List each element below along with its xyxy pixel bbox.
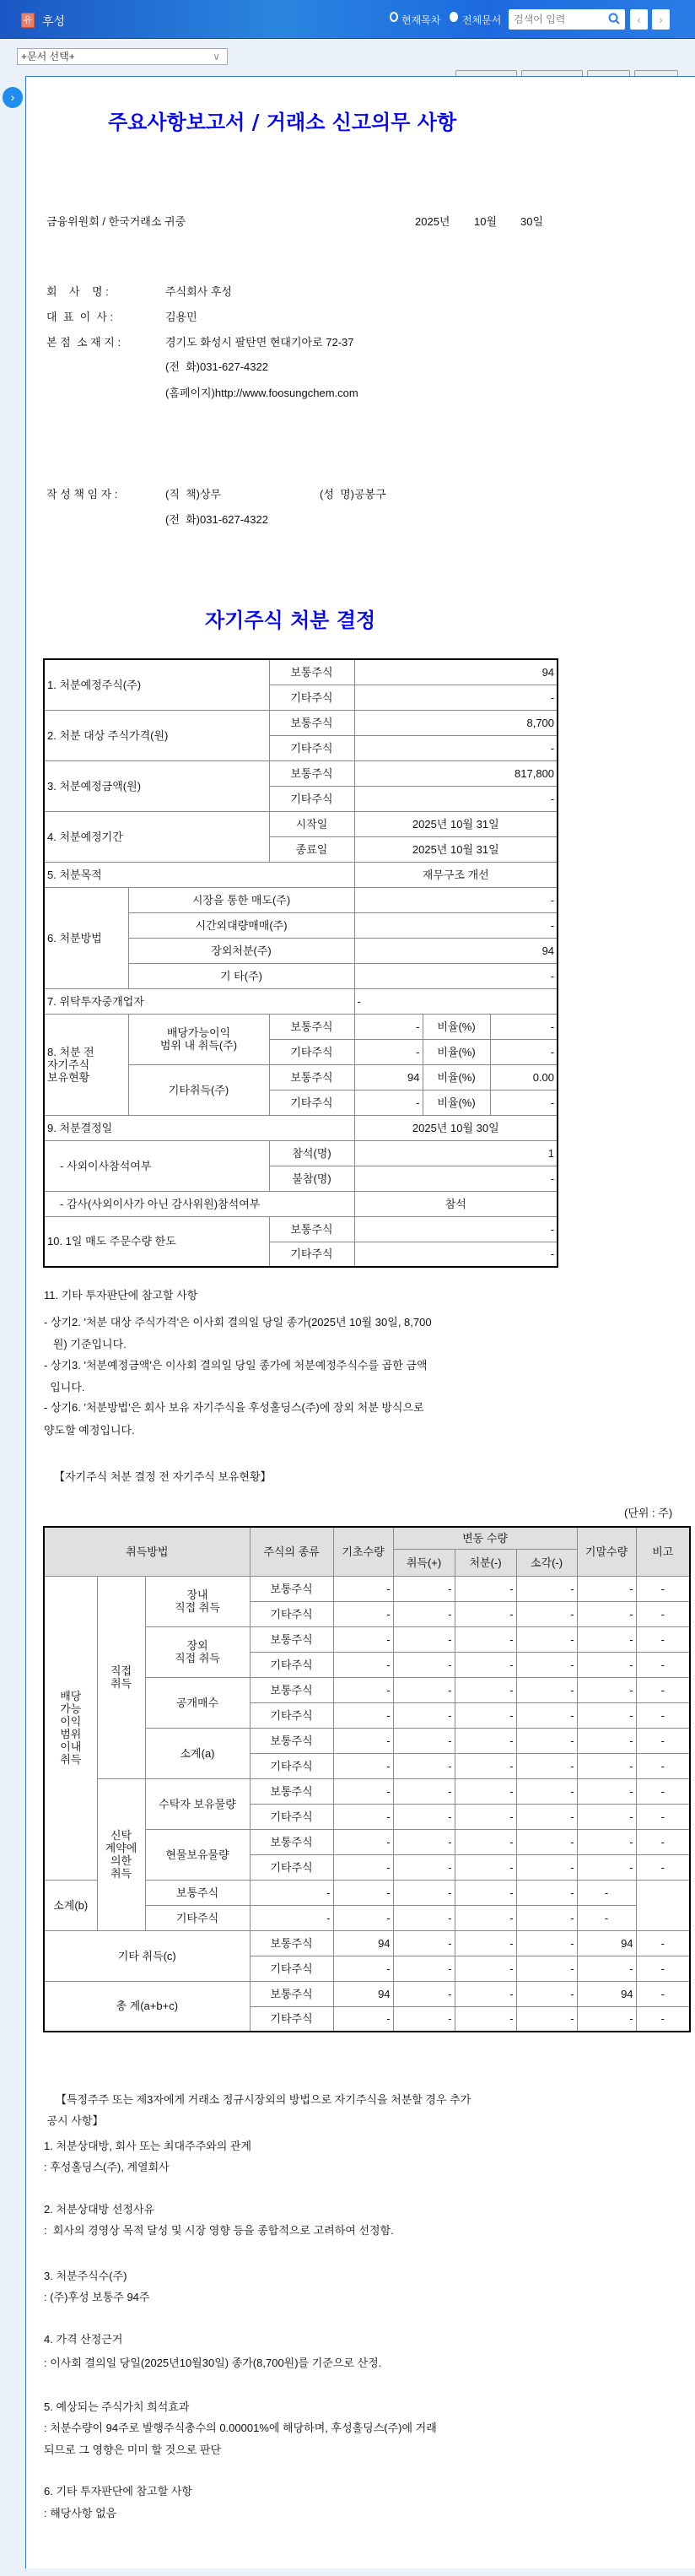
date-day: 30일 bbox=[520, 215, 544, 228]
item-body: : 해당사항 없음 bbox=[44, 2507, 117, 2519]
dispose-qty: - bbox=[455, 1829, 516, 1854]
disclosure-heading-cont: 공시 사항】 bbox=[44, 2114, 104, 2127]
toc-toggle-button[interactable]: › bbox=[3, 87, 23, 108]
value: 94 bbox=[354, 659, 558, 685]
qty: - bbox=[354, 1039, 423, 1064]
note: - bbox=[636, 2006, 690, 2032]
retire-qty: - bbox=[455, 1905, 516, 1930]
retire-qty: - bbox=[516, 1753, 577, 1778]
acquire-qty: - bbox=[393, 1854, 455, 1880]
acquire-qty: - bbox=[393, 1981, 455, 2006]
table-row bbox=[44, 887, 558, 912]
value: 94 bbox=[354, 938, 558, 963]
kind-label: 보통주식 bbox=[250, 1576, 333, 1601]
value: - bbox=[354, 1166, 558, 1191]
method-label: 시장을 통한 매도(주) bbox=[128, 887, 354, 912]
document-select-value: +문서 선택+ bbox=[21, 51, 75, 62]
acquire-qty: - bbox=[393, 1804, 455, 1829]
kind-label: 기타주식 bbox=[269, 1090, 354, 1115]
method-label: 시간외대량매매(주) bbox=[128, 912, 354, 938]
ceo-value: 김용민 bbox=[165, 311, 197, 323]
kind-label: 보통주식 bbox=[145, 1880, 250, 1905]
begin-qty: - bbox=[333, 1956, 393, 1981]
end-qty: - bbox=[577, 1576, 636, 1601]
note: - bbox=[636, 1829, 690, 1854]
end-qty: - bbox=[577, 1854, 636, 1880]
kind-label: 보통주식 bbox=[269, 1014, 354, 1039]
kind-label: 보통주식 bbox=[250, 1930, 333, 1956]
method-label-m4: 소계(a) bbox=[145, 1728, 250, 1778]
kind-label: 기타주식 bbox=[250, 2006, 333, 2032]
end-qty: - bbox=[516, 1880, 577, 1905]
note: - bbox=[636, 1601, 690, 1626]
kind-label: 보통주식 bbox=[250, 1778, 333, 1804]
table-row bbox=[44, 760, 558, 786]
begin-qty: 94 bbox=[333, 1930, 393, 1956]
header-kind: 주식의 종류 bbox=[250, 1527, 333, 1576]
retire-qty: - bbox=[516, 1702, 577, 1728]
method-label: 기 타(주) bbox=[128, 963, 354, 988]
table-row bbox=[44, 1778, 690, 1804]
header-retire: 소각(-) bbox=[516, 1549, 577, 1576]
dispose-qty: - bbox=[455, 1677, 516, 1702]
row-label: 4. 처분예정기간 bbox=[44, 811, 269, 862]
acquire-qty: - bbox=[393, 1652, 455, 1677]
row-label: 5. 처분목적 bbox=[44, 862, 354, 887]
end-qty: - bbox=[577, 1804, 636, 1829]
notes-line: 양도할 예정입니다. bbox=[44, 1424, 135, 1437]
attend-label: 참석(명) bbox=[269, 1140, 354, 1166]
retire-qty: - bbox=[455, 1880, 516, 1905]
acquire-qty: - bbox=[393, 1576, 455, 1601]
begin-qty: - bbox=[333, 1652, 393, 1677]
end-qty: - bbox=[577, 1728, 636, 1753]
ratio: 0.00 bbox=[490, 1064, 558, 1090]
cover-title: 주요사항보고서 / 거래소 신고의무 사항 bbox=[108, 110, 457, 134]
table-row bbox=[44, 1981, 690, 2006]
ratio: - bbox=[490, 1014, 558, 1039]
table-row bbox=[44, 1014, 558, 1039]
search-box bbox=[509, 9, 625, 30]
kind-label: 기타주식 bbox=[250, 1601, 333, 1626]
retire-qty: - bbox=[516, 1804, 577, 1829]
kind-label: 기타주식 bbox=[269, 1242, 354, 1267]
acquire-qty: - bbox=[393, 1956, 455, 1981]
dispose-qty: - bbox=[455, 1728, 516, 1753]
homepage-value[interactable]: (홈페이지)http://www.foosungchem.com bbox=[165, 387, 358, 399]
item-title: 3. 처분주식수(주) bbox=[44, 2270, 127, 2282]
note: - bbox=[636, 1804, 690, 1829]
sub-label: 배당가능이익 범위 내 취득(주) bbox=[128, 1014, 269, 1064]
address-label: 본 점 소 재 지 : bbox=[46, 336, 121, 349]
row-label: 6. 처분방법 bbox=[44, 887, 128, 988]
header-dispose: 처분(-) bbox=[455, 1549, 516, 1576]
dispose-qty: - bbox=[455, 1981, 516, 2006]
dispose-qty: - bbox=[455, 1626, 516, 1652]
scope-all-radio[interactable] bbox=[450, 12, 458, 22]
retire-qty: - bbox=[516, 1981, 577, 2006]
kind-label: 기타주식 bbox=[250, 1854, 333, 1880]
kind-label: 보통주식 bbox=[250, 1829, 333, 1854]
kind-label: 보통주식 bbox=[269, 710, 354, 735]
item-title: 1. 처분상대방, 회사 또는 최대주주와의 관계 bbox=[44, 2140, 251, 2152]
date-year: 2025년 bbox=[415, 215, 450, 228]
end-qty: - bbox=[577, 1829, 636, 1854]
value: - bbox=[354, 963, 558, 988]
begin-qty: - bbox=[333, 1854, 393, 1880]
method-label-m3: 공개매수 bbox=[145, 1677, 250, 1728]
begin-qty: - bbox=[333, 1576, 393, 1601]
company-logo-icon: 유 bbox=[21, 13, 35, 28]
scope-current-radio[interactable] bbox=[390, 12, 398, 22]
begin-qty: - bbox=[333, 1601, 393, 1626]
retire-qty: - bbox=[516, 1601, 577, 1626]
ratio-label: 비율(%) bbox=[423, 1064, 490, 1090]
method-label-g1a: 직접 취득 bbox=[97, 1576, 145, 1778]
report-title: 자기주식 처분 결정 bbox=[205, 608, 376, 632]
value: 1 bbox=[354, 1140, 558, 1166]
author-name: (성 명)공봉구 bbox=[320, 488, 386, 501]
acquire-qty: - bbox=[333, 1880, 393, 1905]
item-body: 되므로 그 영향은 미미 할 것으로 판단 bbox=[44, 2443, 222, 2456]
value: - bbox=[354, 1216, 558, 1242]
item-title: 2. 처분상대방 선정사유 bbox=[44, 2203, 155, 2216]
disclosure-heading: 【특정주주 또는 제3자에게 거래소 정규시장외의 방법으로 자기주식을 처분할 경우 추가 bbox=[56, 2093, 471, 2106]
notes-line: 입니다. bbox=[44, 1381, 85, 1394]
note: - bbox=[636, 1702, 690, 1728]
acquire-qty: - bbox=[393, 1702, 455, 1728]
dispose-qty: - bbox=[455, 1702, 516, 1728]
header-begin: 기초수량 bbox=[333, 1527, 393, 1576]
retire-qty: - bbox=[516, 1677, 577, 1702]
note: - bbox=[636, 1626, 690, 1652]
acquire-qty: - bbox=[393, 1930, 455, 1956]
method-label-m1: 장내 직접 취득 bbox=[145, 1576, 250, 1626]
begin-qty: - bbox=[333, 1804, 393, 1829]
begin-qty: - bbox=[333, 1702, 393, 1728]
row-label: - 감사(사외이사가 아닌 감사위원)참석여부 bbox=[44, 1191, 354, 1216]
acquire-qty: - bbox=[393, 1753, 455, 1778]
table-row bbox=[44, 1140, 558, 1166]
note: - bbox=[636, 1753, 690, 1778]
begin-qty: - bbox=[333, 2006, 393, 2032]
search-input[interactable] bbox=[514, 12, 605, 27]
dispose-qty: - bbox=[455, 1576, 516, 1601]
retire-qty: - bbox=[516, 1778, 577, 1804]
company-value: 주식회사 후성 bbox=[165, 285, 232, 298]
value: - bbox=[354, 887, 558, 912]
kind-label: 기타주식 bbox=[269, 1039, 354, 1064]
retire-qty: - bbox=[516, 1728, 577, 1753]
header-acquire: 취득(+) bbox=[393, 1549, 455, 1576]
dispose-qty: - bbox=[393, 1905, 455, 1930]
author-phone: (전 화)031-627-4322 bbox=[165, 513, 268, 526]
end-qty: - bbox=[577, 1677, 636, 1702]
method-label: 장외처분(주) bbox=[128, 938, 354, 963]
scope-all-label[interactable]: 전체문서 bbox=[462, 14, 502, 26]
end-qty: - bbox=[577, 1601, 636, 1626]
holding-heading: 【자기주식 처분 결정 전 자기주식 보유현황】 bbox=[54, 1470, 272, 1483]
note: - bbox=[636, 1576, 690, 1601]
retire-qty: - bbox=[516, 1854, 577, 1880]
value: 2025년 10월 30일 bbox=[354, 1115, 558, 1140]
note: - bbox=[636, 1930, 690, 1956]
row-label: 9. 처분결정일 bbox=[44, 1115, 354, 1140]
end-qty: - bbox=[577, 1753, 636, 1778]
acquire-qty: - bbox=[393, 1626, 455, 1652]
row-label: 1. 처분예정주식(주) bbox=[44, 659, 269, 710]
kind-label: 보통주식 bbox=[269, 659, 354, 685]
note: - bbox=[636, 1956, 690, 1981]
retire-qty: - bbox=[516, 2006, 577, 2032]
method-label-m9: 총 계(a+b+c) bbox=[44, 1981, 250, 2032]
retire-qty: - bbox=[516, 1956, 577, 1981]
note: - bbox=[577, 1905, 636, 1930]
item-body: : (주)후성 보통주 94주 bbox=[44, 2291, 150, 2303]
begin-qty: - bbox=[333, 1778, 393, 1804]
kind-label: 기타주식 bbox=[269, 735, 354, 760]
ratio-label: 비율(%) bbox=[423, 1039, 490, 1064]
method-label-m2: 장외 직접 취득 bbox=[145, 1626, 250, 1677]
table-row bbox=[44, 1115, 558, 1140]
method-label-m7: 소계(b) bbox=[44, 1880, 97, 1930]
table-row bbox=[44, 1216, 558, 1242]
note: - bbox=[636, 1981, 690, 2006]
begin-qty: - bbox=[333, 1677, 393, 1702]
start-label: 시작일 bbox=[269, 811, 354, 836]
table-row bbox=[44, 710, 558, 735]
address-value: 경기도 화성시 팔탄면 현대기아로 72-37 bbox=[165, 336, 354, 349]
acquire-qty: - bbox=[333, 1905, 393, 1930]
kind-label: 보통주식 bbox=[269, 1064, 354, 1090]
value: - bbox=[354, 988, 558, 1014]
retire-qty: - bbox=[516, 1829, 577, 1854]
row-label: 3. 처분예정금액(원) bbox=[44, 760, 269, 811]
qty: 94 bbox=[354, 1064, 423, 1090]
kind-label: 보통주식 bbox=[250, 1626, 333, 1652]
notes-heading: 11. 기타 투자판단에 참고할 사항 bbox=[44, 1289, 198, 1302]
scope-current-label[interactable]: 현재목차 bbox=[401, 14, 441, 26]
absent-label: 불참(명) bbox=[269, 1166, 354, 1191]
item-title: 4. 가격 산정근거 bbox=[44, 2333, 123, 2346]
dispose-qty: - bbox=[455, 1601, 516, 1626]
ratio-label: 비율(%) bbox=[423, 1014, 490, 1039]
next-result-button[interactable]: › bbox=[652, 9, 670, 30]
kind-label: 기타주식 bbox=[250, 1804, 333, 1829]
treasury-stock-holdings-table bbox=[43, 1526, 691, 2032]
item-body: : 회사의 경영상 목적 달성 및 시장 영향 등을 종합적으로 고려하여 선정함. bbox=[44, 2224, 394, 2237]
kind-label: 기타주식 bbox=[269, 685, 354, 710]
dispose-qty: - bbox=[455, 1956, 516, 1981]
table-row bbox=[44, 811, 558, 836]
kind-label: 보통주식 bbox=[250, 1677, 333, 1702]
ceo-label: 대 표 이 사 : bbox=[46, 311, 114, 323]
phone-value: (전 화)031-627-4322 bbox=[165, 360, 268, 373]
method-label-m8: 기타 취득(c) bbox=[44, 1930, 250, 1981]
begin-qty: - bbox=[333, 1728, 393, 1753]
qty: - bbox=[354, 1090, 423, 1115]
unit-label: (단위 : 주) bbox=[624, 1507, 673, 1519]
qty: - bbox=[354, 1014, 423, 1039]
table-row bbox=[44, 988, 558, 1014]
kind-label: 기타주식 bbox=[250, 1956, 333, 1981]
table-row bbox=[44, 659, 558, 685]
value: - bbox=[354, 735, 558, 760]
dispose-qty: - bbox=[455, 1753, 516, 1778]
notes-line: - 상기6. '처분방법'은 회사 보유 자기주식을 후성홀딩스(주)에 장외 처분 방식으로 bbox=[44, 1401, 424, 1414]
table-row bbox=[44, 1191, 558, 1216]
retire-qty: - bbox=[516, 1626, 577, 1652]
kind-label: 보통주식 bbox=[250, 1981, 333, 2006]
row-label: 7. 위탁투자중개업자 bbox=[44, 988, 354, 1014]
note: - bbox=[577, 1880, 636, 1905]
kind-label: 기타주식 bbox=[145, 1905, 250, 1930]
begin-qty: - bbox=[333, 1829, 393, 1854]
value: 817,800 bbox=[354, 760, 558, 786]
method-label-m6: 현물보유물량 bbox=[145, 1829, 250, 1880]
date-month: 10월 bbox=[474, 215, 498, 228]
begin-qty: - bbox=[333, 1626, 393, 1652]
end-qty: - bbox=[516, 1905, 577, 1930]
sub-label: 기타취득(주) bbox=[128, 1064, 269, 1115]
method-label-g1: 배당 가능 이익 범위 이내 취득 bbox=[44, 1576, 97, 1880]
kind-label: 기타주식 bbox=[269, 786, 354, 811]
end-date: 2025년 10월 31일 bbox=[354, 836, 558, 862]
acquire-qty: - bbox=[393, 1601, 455, 1626]
retire-qty: - bbox=[516, 1576, 577, 1601]
document-select[interactable] bbox=[17, 48, 228, 65]
dispose-qty: - bbox=[455, 1930, 516, 1956]
table-row bbox=[44, 862, 558, 887]
company-label: 회 사 명 : bbox=[46, 285, 109, 298]
dispose-qty: - bbox=[393, 1880, 455, 1905]
header-note: 비고 bbox=[636, 1527, 690, 1576]
value: 재무구조 개선 bbox=[354, 862, 558, 887]
acquire-qty: - bbox=[393, 2006, 455, 2032]
end-qty: - bbox=[577, 1778, 636, 1804]
kind-label: 보통주식 bbox=[269, 760, 354, 786]
value: 참석 bbox=[354, 1191, 558, 1216]
kind-label: 기타주식 bbox=[250, 1753, 333, 1778]
begin-qty: - bbox=[250, 1905, 333, 1930]
acquire-qty: - bbox=[393, 1728, 455, 1753]
table-row bbox=[44, 1930, 690, 1956]
note: - bbox=[636, 1778, 690, 1804]
value: - bbox=[354, 786, 558, 811]
kind-label: 보통주식 bbox=[250, 1728, 333, 1753]
kind-label: 기타주식 bbox=[250, 1702, 333, 1728]
disposal-decision-table bbox=[43, 658, 558, 1268]
end-label: 종료일 bbox=[269, 836, 354, 862]
dispose-qty: - bbox=[455, 1652, 516, 1677]
note: - bbox=[636, 1854, 690, 1880]
row-label: 8. 처분 전 자기주식 보유현황 bbox=[44, 1014, 128, 1115]
item-title: 6. 기타 투자판단에 참고할 사항 bbox=[44, 2485, 192, 2498]
notes-line: - 상기3. '처분예정금액'은 이사회 결의일 당일 종가에 처분예정주식수를 곱한 금액 bbox=[44, 1359, 428, 1372]
end-qty: - bbox=[577, 1652, 636, 1677]
kind-label: 보통주식 bbox=[269, 1216, 354, 1242]
row-label: 2. 처분 대상 주식가격(원) bbox=[44, 710, 269, 760]
table-row bbox=[44, 1576, 690, 1601]
notes-line: - 상기2. '처분 대상 주식가격'은 이사회 결의일 당일 종가(2025년 10월 30일, 8,700 bbox=[44, 1316, 432, 1329]
item-body: : 이사회 결의일 당일(2025년10월30일) 종가(8,700원)를 기준으로 산정. bbox=[44, 2357, 382, 2369]
dispose-qty: - bbox=[455, 1854, 516, 1880]
dispose-qty: - bbox=[455, 1804, 516, 1829]
end-qty: - bbox=[577, 1702, 636, 1728]
value: - bbox=[354, 912, 558, 938]
note: - bbox=[636, 1728, 690, 1753]
begin-qty: - bbox=[250, 1880, 333, 1905]
note: - bbox=[636, 1677, 690, 1702]
value: - bbox=[354, 1242, 558, 1267]
note: - bbox=[636, 1652, 690, 1677]
item-title: 5. 예상되는 주식가치 희석효과 bbox=[44, 2400, 190, 2413]
end-qty: - bbox=[577, 1626, 636, 1652]
start-date: 2025년 10월 31일 bbox=[354, 811, 558, 836]
addressee: 금융위원회 / 한국거래소 귀중 bbox=[46, 215, 186, 228]
notes-line: 원) 기준입니다. bbox=[44, 1338, 127, 1350]
acquire-qty: - bbox=[393, 1677, 455, 1702]
value: 8,700 bbox=[354, 710, 558, 735]
value: - bbox=[354, 685, 558, 710]
header-change: 변동 수량 bbox=[393, 1527, 577, 1549]
end-qty: 94 bbox=[577, 1930, 636, 1956]
end-qty: - bbox=[577, 1956, 636, 1981]
method-label-g1b: 신탁 계약에 의한 취득 bbox=[97, 1778, 145, 1930]
chevron-down-icon: ∨ bbox=[213, 51, 220, 62]
item-body: : 후성홀딩스(주), 계열회사 bbox=[44, 2161, 170, 2173]
acquire-qty: - bbox=[393, 1778, 455, 1804]
end-qty: 94 bbox=[577, 1981, 636, 2006]
row-label: 10. 1일 매도 주문수량 한도 bbox=[44, 1216, 269, 1267]
item-body: : 처분수량이 94주로 발행주식총수의 0.00001%에 해당하며, 후성홀딩스(주)에 거래 bbox=[44, 2422, 437, 2434]
end-qty: - bbox=[577, 2006, 636, 2032]
row-label: - 사외이사참석여부 bbox=[44, 1140, 269, 1191]
header-method: 취득방법 bbox=[44, 1527, 250, 1576]
author-title: (직 책)상무 bbox=[165, 488, 222, 501]
begin-qty: 94 bbox=[333, 1981, 393, 2006]
begin-qty: - bbox=[333, 1753, 393, 1778]
dispose-qty: - bbox=[455, 2006, 516, 2032]
header-end: 기말수량 bbox=[577, 1527, 636, 1576]
method-label-m5: 수탁자 보유물량 bbox=[145, 1778, 250, 1829]
app-header bbox=[0, 0, 695, 39]
ratio: - bbox=[490, 1090, 558, 1115]
dispose-qty: - bbox=[455, 1778, 516, 1804]
kind-label: 기타주식 bbox=[250, 1652, 333, 1677]
retire-qty: - bbox=[516, 1930, 577, 1956]
author-label: 작 성 책 임 자 : bbox=[46, 488, 118, 501]
ratio-label: 비율(%) bbox=[423, 1090, 490, 1115]
search-icon[interactable] bbox=[608, 13, 620, 24]
prev-result-button[interactable]: ‹ bbox=[630, 9, 648, 30]
retire-qty: - bbox=[516, 1652, 577, 1677]
company-name: 후성 bbox=[42, 14, 66, 28]
acquire-qty: - bbox=[393, 1829, 455, 1854]
ratio: - bbox=[490, 1039, 558, 1064]
